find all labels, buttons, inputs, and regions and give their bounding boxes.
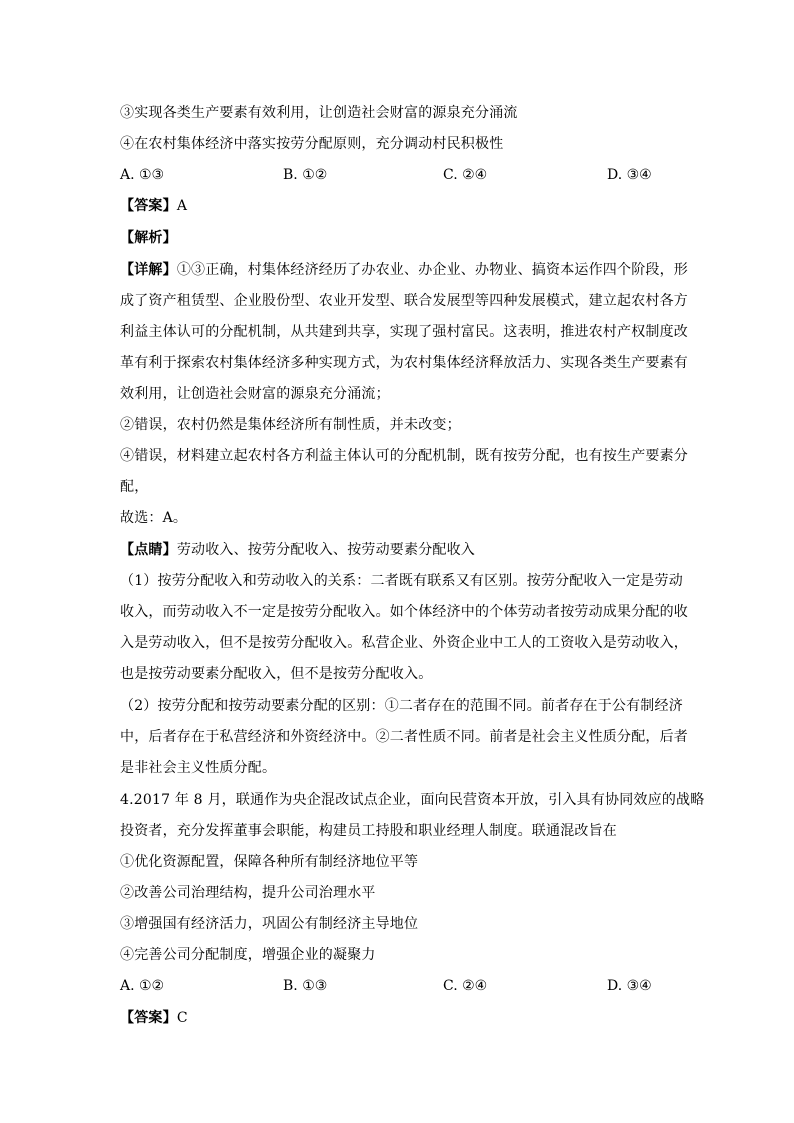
p1-line-2: 收入，而劳动收入不一定是按劳分配收入。如个体经济中的个体劳动者按劳动成果分配的收 bbox=[120, 604, 688, 620]
detail-line-5: 效利用，让创造社会财富的源泉充分涌流； bbox=[120, 386, 390, 402]
p1-line-1: （1）按劳分配收入和劳动收入的关系：二者既有联系又有区别。按劳分配收入一定是劳动 bbox=[120, 573, 683, 589]
conclusion: 故选：A。 bbox=[120, 510, 188, 526]
answer-label: 【答案】 bbox=[120, 1010, 177, 1026]
point-label: 【点睛】 bbox=[120, 542, 177, 558]
q3-option-b: B. ①② bbox=[283, 167, 328, 183]
q4-options bbox=[120, 976, 680, 996]
q4-statement-1: ①优化资源配置，保障各种所有制经济地位平等 bbox=[120, 854, 419, 870]
q3-answer bbox=[120, 196, 680, 216]
q4-option-b: B. ①③ bbox=[283, 978, 328, 994]
q3-option-d: D. ③④ bbox=[607, 167, 652, 183]
analysis-label: 【解析】 bbox=[120, 230, 177, 246]
q3-options bbox=[120, 165, 680, 185]
q4-statement-3: ③增强国有经济活力，巩固公有制经济主导地位 bbox=[120, 916, 419, 932]
answer-label: 【答案】 bbox=[120, 198, 177, 214]
p1-line-3: 入是劳动收入，但不是按劳分配收入。私营企业、外资企业中工人的工资收入是劳动收入， bbox=[120, 635, 688, 651]
p2-line-1: （2）按劳分配和按劳动要素分配的区别：①二者存在的范围不同。前者存在于公有制经济 bbox=[120, 698, 683, 714]
point-title: 劳动收入、按劳分配收入、按劳动要素分配收入 bbox=[176, 542, 476, 558]
wrong-4-line-1: ④错误，材料建立起农村各方利益主体认可的分配机制，既有按劳分配，也有按生产要素分 bbox=[120, 448, 688, 464]
detail-line-1: 【详解】①③正确，村集体经济经历了办农业、办企业、办物业、搞资本运作四个阶段，形 bbox=[120, 262, 689, 278]
answer-value: A bbox=[176, 198, 188, 214]
q4-stem-line-2: 投资者，充分发挥董事会职能，构建员工持股和职业经理人制度。联通混改旨在 bbox=[120, 823, 617, 839]
p2-line-3: 是非社会主义性质分配。 bbox=[120, 760, 277, 776]
answer-value: C bbox=[176, 1010, 188, 1026]
p1-line-4: 也是按劳动要素分配收入，但不是按劳分配收入。 bbox=[120, 666, 433, 682]
p2-line-2: 中，后者存在于私营经济和外资经济中。②二者性质不同。前者是社会主义性质分配，后者 bbox=[120, 729, 688, 745]
wrong-2: ②错误，农村仍然是集体经济所有制性质，并未改变； bbox=[120, 417, 461, 433]
q4-statement-4: ④完善公司分配制度，增强企业的凝聚力 bbox=[120, 947, 376, 963]
q3-option-a: A. ①③ bbox=[120, 167, 165, 183]
q4-option-a: A. ①② bbox=[120, 978, 165, 994]
q4-answer bbox=[120, 1008, 680, 1028]
q3-statement-3: ③实现各类生产要素有效利用，让创造社会财富的源泉充分涌流 bbox=[120, 105, 518, 121]
q4-stem-line-1: 4.2017 年 8 月，联通作为央企混改试点企业，面向民营资本开放，引入具有协同效应的战略 bbox=[120, 792, 705, 808]
detail-line-4: 革有利于探索农村集体经济多种实现方式，为农村集体经济释放活力、实现各类生产要素有 bbox=[120, 355, 688, 371]
q4-option-c: C. ②④ bbox=[443, 978, 488, 994]
detail-label: 【详解】 bbox=[120, 262, 177, 278]
q3-statement-4: ④在农村集体经济中落实按劳分配原则，充分调动村民积极性 bbox=[120, 136, 504, 152]
q4-option-d: D. ③④ bbox=[607, 978, 652, 994]
point-heading bbox=[120, 540, 680, 560]
q3-option-c: C. ②④ bbox=[443, 167, 488, 183]
wrong-4-line-2: 配， bbox=[120, 479, 149, 495]
detail-line-2: 成了资产租赁型、企业股份型、农业开发型、联合发展型等四种发展模式，建立起农村各方 bbox=[120, 293, 688, 309]
q4-statement-2: ②改善公司治理结构，提升公司治理水平 bbox=[120, 885, 376, 901]
detail-line-3: 利益主体认可的分配机制，从共建到共享，实现了强村富民。这表明，推进农村产权制度改 bbox=[120, 324, 688, 340]
